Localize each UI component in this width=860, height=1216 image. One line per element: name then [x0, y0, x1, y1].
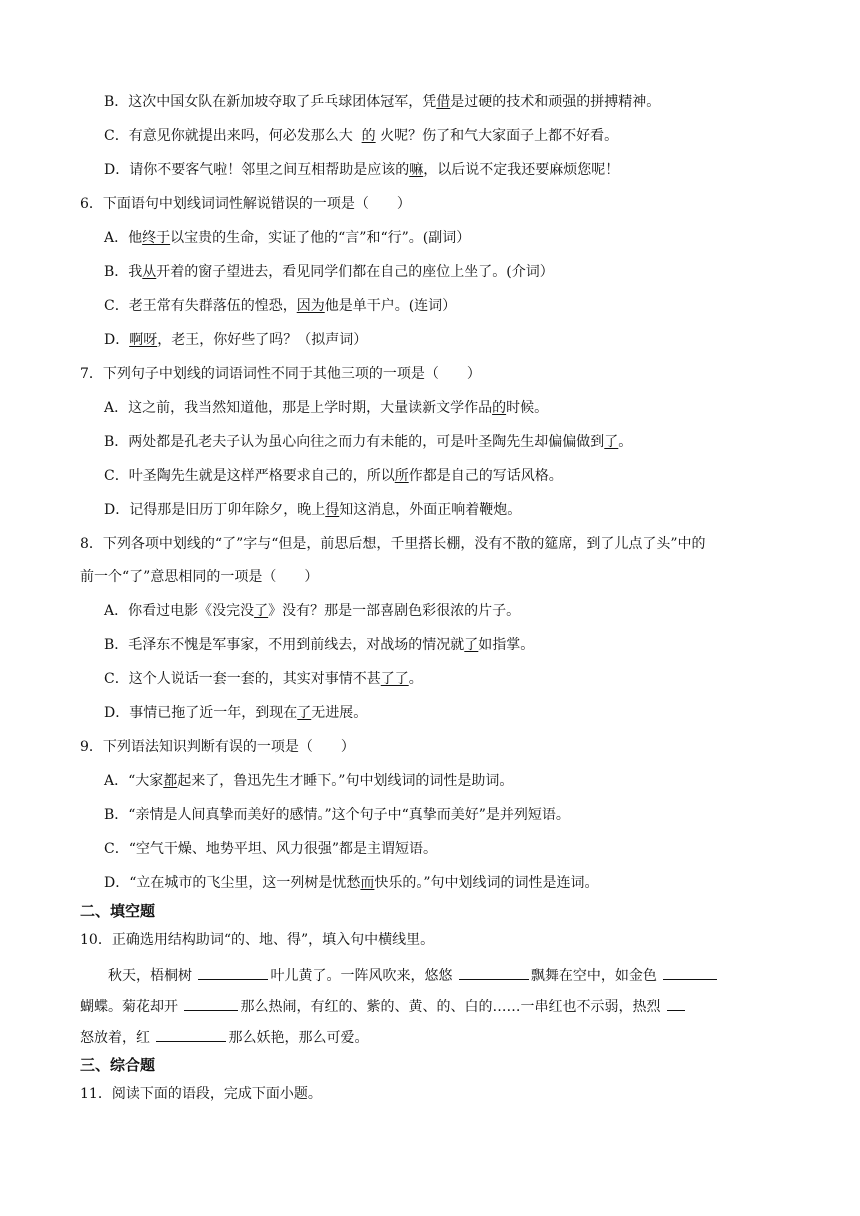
section-heading-fill-in: 二、填空题: [80, 902, 156, 920]
q8-option-b: [104, 635, 534, 655]
q10-passage-line1: [108, 965, 719, 986]
option-text: 是过硬的技术和顽强的拼搏精神。: [450, 94, 661, 110]
q7-option-b: [104, 432, 632, 452]
option-text: 时候。: [506, 400, 549, 416]
q10-passage-line2: [80, 996, 687, 1017]
option-text: B．这次中国女队在新加坡夺取了乒乓球团体冠军，凭: [104, 94, 437, 110]
q11-stem: 11．阅读下面的语段，完成下面小题。: [80, 1086, 322, 1102]
option-text: 》没有？那是一部喜剧色彩很浓的片子。: [268, 603, 521, 619]
option-text: C．有意见你就提出来吗，何必发那么大: [104, 128, 362, 144]
option-text: C．老王常有失群落伍的惶恐，: [104, 298, 297, 314]
q7-option-a: [104, 398, 548, 418]
q6-option-d: [104, 330, 367, 350]
passage-text: 那么热闹，有红的、紫的、黄、的、白的……一串红也不示弱，热烈: [240, 999, 665, 1015]
passage-text: 那么妖艳，那么可爱。: [228, 1030, 369, 1046]
q6-option-c: [104, 296, 456, 316]
option-text: 火呢？伤了和气大家面子上都不好看。: [375, 128, 619, 144]
option-text: D．: [104, 332, 130, 348]
underlined-word: 终于: [142, 230, 171, 246]
q9-stem: 9．下列语法知识判断有误的一项是（ ）: [80, 739, 355, 755]
option-text: ，老王，你好些了吗？（拟声词）: [157, 332, 368, 348]
section-heading-comprehensive: 三、综合题: [80, 1056, 156, 1074]
option-text: D．请你不要客气啦！邻里之间互相帮助是应该的: [104, 162, 410, 178]
q6-stem: 6．下面语句中划线词词性解说错误的一项是（ ）: [80, 196, 411, 212]
underlined-word: 因为: [296, 298, 325, 314]
passage-text: 叶儿黄了。一阵风吹来，悠悠: [270, 968, 457, 984]
option-text: C．叶圣陶先生就是这样严格要求自己的，所以: [104, 468, 395, 484]
option-text: A．这之前，我当然知道他，那是上学时期，大量读新文学作品: [104, 400, 493, 416]
underlined-word: 从: [142, 264, 157, 280]
fill-blank[interactable]: [184, 996, 238, 1011]
option-text: A．“大家: [104, 773, 164, 789]
underlined-word: 了: [604, 434, 619, 450]
q8-stem-line1: 8．下列各项中划线的“了”字与“但是，前思后想，千里搭长棚，没有不散的筵席，到了儿点了头”中的: [80, 536, 706, 552]
option-text: 快乐的。”句中划线词的词性是连词。: [374, 875, 599, 891]
q7-option-d: [104, 500, 521, 520]
option-text: B．两处都是孔老夫子认为虽心向往之而力有未能的，可是叶圣陶先生却偏偏做到: [104, 434, 605, 450]
q6-option-a: [104, 228, 470, 248]
fill-blank[interactable]: [663, 965, 717, 980]
underlined-word: 了: [254, 603, 269, 619]
underlined-word: 啊呀: [129, 332, 158, 348]
option-text: 起来了，鲁迅先生才睡下。”句中划线词的词性是助词。: [177, 773, 514, 789]
q9-option-a: [104, 771, 513, 791]
passage-text: 蝴蝶。菊花却开: [80, 999, 183, 1015]
passage-text: 秋天，梧桐树: [108, 968, 197, 984]
underlined-word: 得: [325, 502, 340, 518]
option-text: A．你看过电影《没完没: [104, 603, 255, 619]
option-text: 。: [408, 671, 423, 687]
option-text: 他是单干户。(连词）: [324, 298, 457, 314]
option-text: 作都是自己的写话风格。: [408, 468, 563, 484]
option-text: 以宝贵的生命，实证了他的“言”和“行”。(副词）: [170, 230, 471, 246]
underlined-word: 都: [163, 773, 178, 789]
option-text: D．记得那是旧历丁卯年除夕，晚上: [104, 502, 326, 518]
q9-option-b: B．“亲情是人间真挚而美好的感情。”这个句子中“真挚而美好”是并列短语。: [104, 807, 570, 823]
underlined-word: 了: [464, 637, 479, 653]
q7-option-c: [104, 466, 563, 486]
q7-stem: 7．下列句子中划线的词语词性不同于其他三项的一项是（ ）: [80, 366, 481, 382]
underlined-word: 借: [436, 94, 451, 110]
underlined-word: 的: [361, 128, 376, 144]
option-text: D．“立在城市的飞尘里，这一列树是忧愁: [104, 875, 361, 891]
q9-option-c: C．“空气干燥、地势平坦、风力很强”都是主谓短语。: [104, 841, 438, 857]
option-text: 知这消息，外面正响着鞭炮。: [339, 502, 522, 518]
underlined-word: 了: [297, 705, 312, 721]
underlined-word: 而: [360, 875, 375, 891]
option-text: 无进展。: [311, 705, 368, 721]
q5-option-d: [104, 160, 619, 180]
option-text: 。: [618, 434, 633, 450]
underlined-word: 的: [492, 400, 507, 416]
passage-text: 怒放着，红: [80, 1030, 155, 1046]
q8-option-d: [104, 703, 367, 723]
q8-option-c: [104, 669, 423, 689]
q6-option-b: [104, 262, 554, 282]
option-text: B．毛泽东不愧是军事家，不用到前线去，对战场的情况就: [104, 637, 465, 653]
option-text: 开着的窗子望进去，看见同学们都在自己的座位上坐了。(介词）: [156, 264, 554, 280]
underlined-word: 嘛: [409, 162, 424, 178]
q9-option-d: [104, 873, 599, 893]
underlined-word: 所: [394, 468, 409, 484]
q5-option-b: [104, 92, 660, 112]
q10-stem: 10．正确选用结构助词“的、地、得”，填入句中横线里。: [80, 932, 435, 948]
option-text: D．事情已拖了近一年，到现在: [104, 705, 298, 721]
option-text: 如指掌。: [478, 637, 535, 653]
fill-blank[interactable]: [156, 1027, 226, 1042]
underlined-word: 了了: [380, 671, 409, 687]
q10-passage-line3: [80, 1027, 368, 1048]
option-text: A．他: [104, 230, 143, 246]
q8-stem-line2: 前一个“了”意思相同的一项是（ ）: [80, 569, 319, 585]
passage-text: 飘舞在空中，如金色: [530, 968, 662, 984]
option-text: ，以后说不定我还要麻烦您呢！: [423, 162, 620, 178]
fill-blank[interactable]: [667, 996, 685, 1011]
fill-blank[interactable]: [459, 965, 529, 980]
q5-option-c: [104, 126, 618, 146]
option-text: B．我: [104, 264, 143, 280]
option-text: C．这个人说话一套一套的，其实对事情不甚: [104, 671, 381, 687]
fill-blank[interactable]: [198, 965, 268, 980]
q8-option-a: [104, 601, 520, 621]
